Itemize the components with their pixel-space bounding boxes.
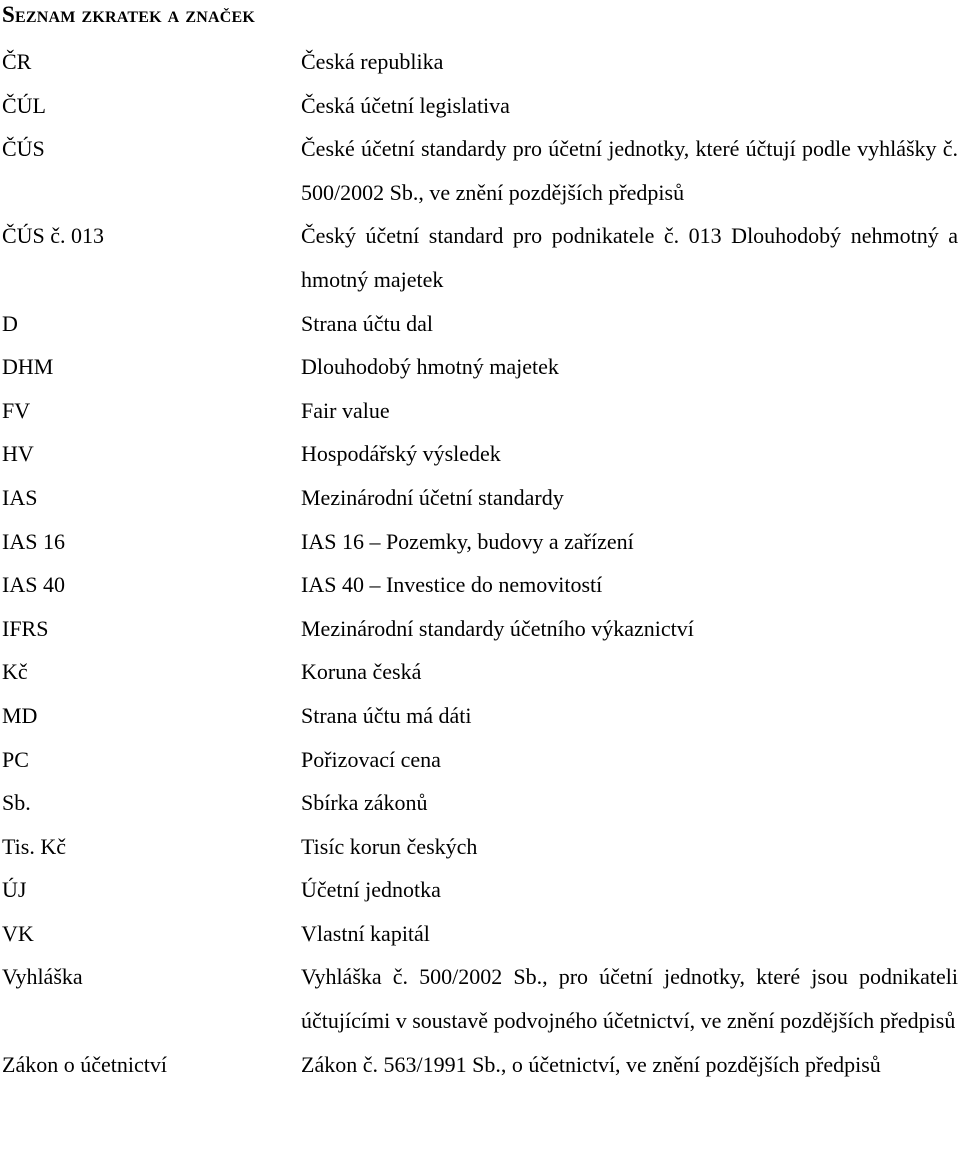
abbreviation-meaning: Koruna česká — [301, 659, 422, 685]
abbreviation: HV — [2, 441, 34, 467]
abbreviation-meaning: Zákon č. 563/1991 Sb., o účetnictví, ve znění pozdějších předpisů — [301, 1051, 881, 1077]
abbreviation: ČÚS — [2, 136, 45, 162]
abbreviation-meaning: Strana účtu dal — [301, 310, 433, 336]
list-item — [0, 520, 960, 564]
list-item — [0, 432, 960, 476]
abbreviation: MD — [2, 702, 38, 728]
abbreviation: Tis. Kč — [2, 833, 66, 859]
list-item — [0, 1043, 960, 1087]
abbreviation-meaning: Vyhláška č. 500/2002 Sb., pro účetní jednotky, které jsou podnikateli účtujícími v soustavě podvojného účetnictví, ve znění pozdějších předpisů — [301, 964, 958, 1034]
abbreviation-meaning: Pořizovací cena — [301, 746, 441, 772]
list-item — [0, 912, 960, 956]
list-item — [0, 650, 960, 694]
abbreviation: IAS 16 — [2, 528, 65, 554]
abbreviation-meaning: Mezinárodní standardy účetního výkaznictví — [301, 615, 694, 641]
abbreviation-meaning: Český účetní standard pro podnikatele č. 013 Dlouhodobý nehmotný a hmotný majetek — [301, 223, 958, 292]
abbreviation: VK — [2, 920, 34, 946]
list-item — [0, 825, 960, 869]
abbreviation-meaning: Sbírka zákonů — [301, 790, 428, 816]
abbreviation: IAS 40 — [2, 572, 65, 598]
abbreviation-meaning: Hospodářský výsledek — [301, 441, 501, 467]
list-item — [0, 302, 960, 346]
abbreviation: Vyhláška — [2, 964, 83, 990]
list-item — [0, 389, 960, 433]
abbreviation: ÚJ — [2, 877, 27, 903]
list-item — [0, 476, 960, 520]
abbreviation: PC — [2, 746, 29, 772]
abbreviation: ČR — [2, 49, 32, 74]
abbreviation-meaning: Dlouhodobý hmotný majetek — [301, 354, 559, 380]
abbreviation-meaning: Vlastní kapitál — [301, 920, 430, 946]
list-item — [0, 84, 960, 128]
abbreviation: IAS — [2, 484, 38, 510]
abbreviation-meaning: České účetní standardy pro účetní jednotky, které účtují podle vyhlášky č. 500/2002 Sb., ve znění pozdějších předpisů — [301, 136, 958, 205]
abbreviation: FV — [2, 397, 31, 423]
abbreviation-meaning: Česká účetní legislativa — [301, 92, 510, 118]
abbreviation-meaning: Mezinárodní účetní standardy — [301, 484, 564, 510]
abbreviation: Kč — [2, 659, 28, 685]
abbreviation-meaning: Česká republika — [301, 49, 444, 74]
abbreviation: ČÚL — [2, 92, 46, 118]
abbreviation-meaning: Účetní jednotka — [301, 877, 441, 903]
list-item — [0, 738, 960, 782]
list-item — [0, 955, 960, 1042]
list-item — [0, 868, 960, 912]
list-item — [0, 607, 960, 651]
abbreviation: IFRS — [2, 615, 49, 641]
abbreviation: Sb. — [2, 790, 31, 816]
list-item — [0, 781, 960, 825]
list-item — [0, 694, 960, 738]
list-item — [0, 214, 960, 301]
abbreviation: Zákon o účetnictví — [2, 1051, 167, 1077]
list-item — [0, 40, 960, 84]
list-item — [0, 345, 960, 389]
abbreviation-list — [0, 40, 960, 1086]
list-item — [0, 563, 960, 607]
abbreviation: DHM — [2, 354, 54, 380]
page-title: Seznam zkratek a značek — [2, 2, 256, 27]
abbreviation-meaning: IAS 16 – Pozemky, budovy a zařízení — [301, 528, 634, 554]
abbreviation: ČÚS č. 013 — [2, 223, 105, 249]
list-item — [0, 127, 960, 214]
abbreviation-meaning: Strana účtu má dáti — [301, 702, 472, 728]
abbreviation-meaning: Fair value — [301, 397, 390, 423]
abbreviation: D — [2, 310, 18, 336]
abbreviation-meaning: IAS 40 – Investice do nemovitostí — [301, 572, 603, 598]
abbreviation-meaning: Tisíc korun českých — [301, 833, 478, 859]
